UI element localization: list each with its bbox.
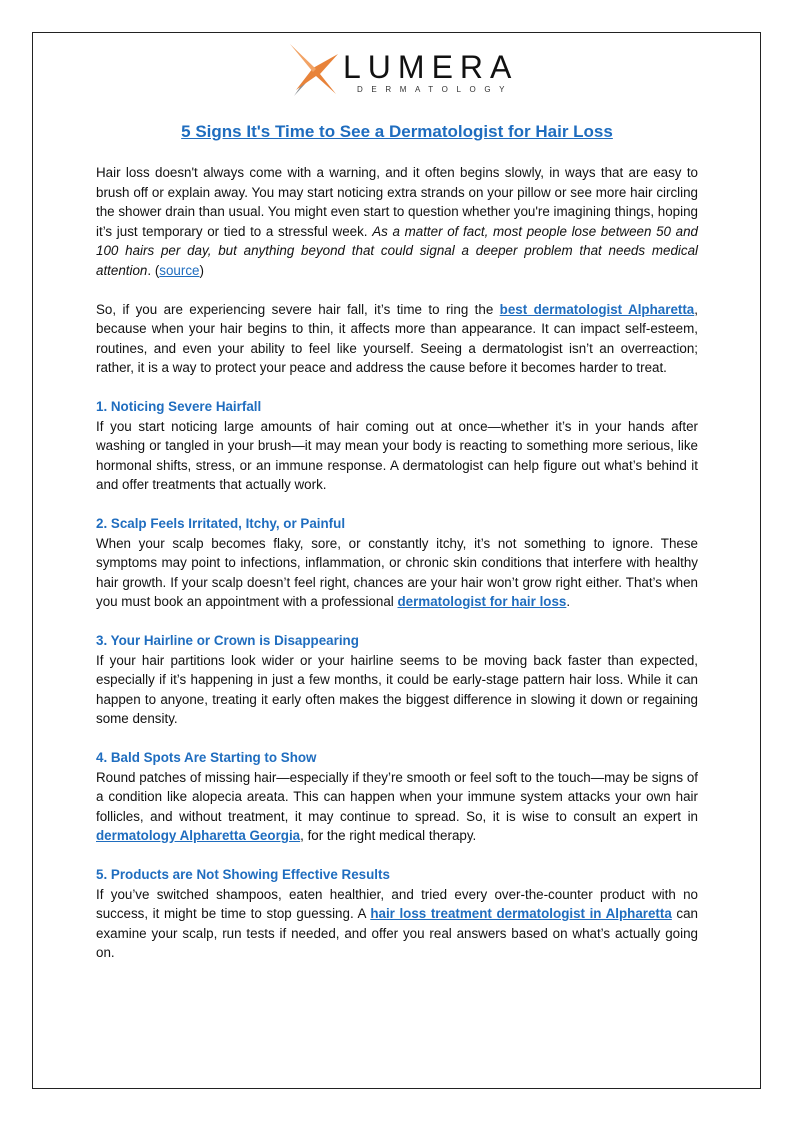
hair-loss-dermatologist-link[interactable]: dermatologist for hair loss: [397, 594, 567, 609]
brand-wordmark: LUMERA: [343, 49, 519, 85]
section-body: When your scalp becomes flaky, sore, or constantly itchy, it’s not something to ignore. These symptoms may point to infections, inflammation, or chronic skin conditions that interfere with healthy hair growth. If your scalp doesn’t feel right, chances are your hair won’t grow right either. That’s when you must book an appointment with a professional: [96, 535, 698, 609]
page-title[interactable]: 5 Signs It's Time to See a Dermatologist for Hair Loss: [181, 122, 613, 141]
section-body-end: , for the right medical therapy.: [300, 828, 477, 843]
brand-subtitle: DERMATOLOGY: [357, 85, 514, 94]
section-5: [96, 865, 698, 963]
intro2-text: So, if you are experiencing severe hair fall, it’s time to ring the: [96, 301, 500, 317]
article-body: [96, 163, 698, 982]
section-heading: 5. Products are Not Showing Effective Results: [96, 867, 390, 882]
section-2: [96, 514, 698, 612]
section-body: Round patches of missing hair—especially if they’re smooth or feel soft to the touch—may be signs of a condition like alopecia areata. This can happen when your immune system attacks your own hair follicles, and without treatment, it may continue to spread. So, it is wise to consult an expert in: [96, 769, 698, 824]
section-heading: 2. Scalp Feels Irritated, Itchy, or Painful: [96, 516, 346, 531]
section-1: [96, 397, 698, 495]
intro-paragraph-1: [96, 163, 698, 280]
best-dermatologist-link[interactable]: best dermatologist Alpharetta: [499, 301, 695, 317]
intro-punct-end: ): [199, 262, 204, 278]
section-body: If you start noticing large amounts of hair coming out at once—whether it’s in your hands after washing or tangled in your brush—it may mean your body is reacting to something more serious, like hormonal shifts, stress, or an immune response. A dermatologist can help figure out what’s behind it and offer treatments that actually work.: [96, 418, 698, 492]
intro-italic-text: As a matter of fact, most people lose between 50 and 100 hairs per day, but anything beyond that could signal a deeper problem that needs medical attention: [96, 223, 698, 278]
section-body-end: can examine your scalp, run tests if needed, and offer you real answers based on what’s actually going on.: [96, 906, 698, 960]
section-heading: 1. Noticing Severe Hairfall: [96, 399, 262, 414]
brand-logo: [0, 42, 794, 104]
section-3: [96, 631, 698, 729]
intro-punct: . (: [147, 262, 160, 278]
section-body: If you’ve switched shampoos, eaten healthier, and tried every over-the-counter product with no success, it might be time to stop guessing. A: [96, 886, 698, 921]
section-body: If your hair partitions look wider or your hairline seems to be moving back faster than expected, especially if it’s happening in just a few months, it could be early-stage pattern hair loss. While it can happen to anyone, treating it early often makes the biggest difference in slowing it down or regaining some density.: [96, 652, 698, 726]
section-body-end: .: [566, 594, 571, 609]
intro-paragraph-2: [96, 300, 698, 378]
hair-loss-treatment-link[interactable]: hair loss treatment dermatologist in Alpharetta: [370, 906, 672, 921]
dermatology-georgia-link[interactable]: dermatology Alpharetta Georgia: [96, 828, 301, 843]
lumera-x-icon: [286, 42, 340, 98]
section-heading: 4. Bald Spots Are Starting to Show: [96, 750, 317, 765]
source-link[interactable]: source: [159, 262, 200, 278]
section-heading: 3. Your Hairline or Crown is Disappearing: [96, 633, 359, 648]
section-4: [96, 748, 698, 846]
intro2-after: , because when your hair begins to thin, it affects more than appearance. It can impact self-esteem, routines, and even your ability to feel like yourself. Seeing a dermatologist isn’t an overreaction; rather, it is a way to protect your peace and address the cause before it becomes harder to treat.: [96, 301, 698, 375]
intro-text: Hair loss doesn't always come with a warning, and it often begins slowly, in ways that are easy to brush off or explain away. You may start noticing extra strands on your pillow or see more hair circling the shower drain than usual. You might even start to question whether you're imagining things, hoping it’s just temporary or tied to a stressful week.: [96, 165, 698, 239]
